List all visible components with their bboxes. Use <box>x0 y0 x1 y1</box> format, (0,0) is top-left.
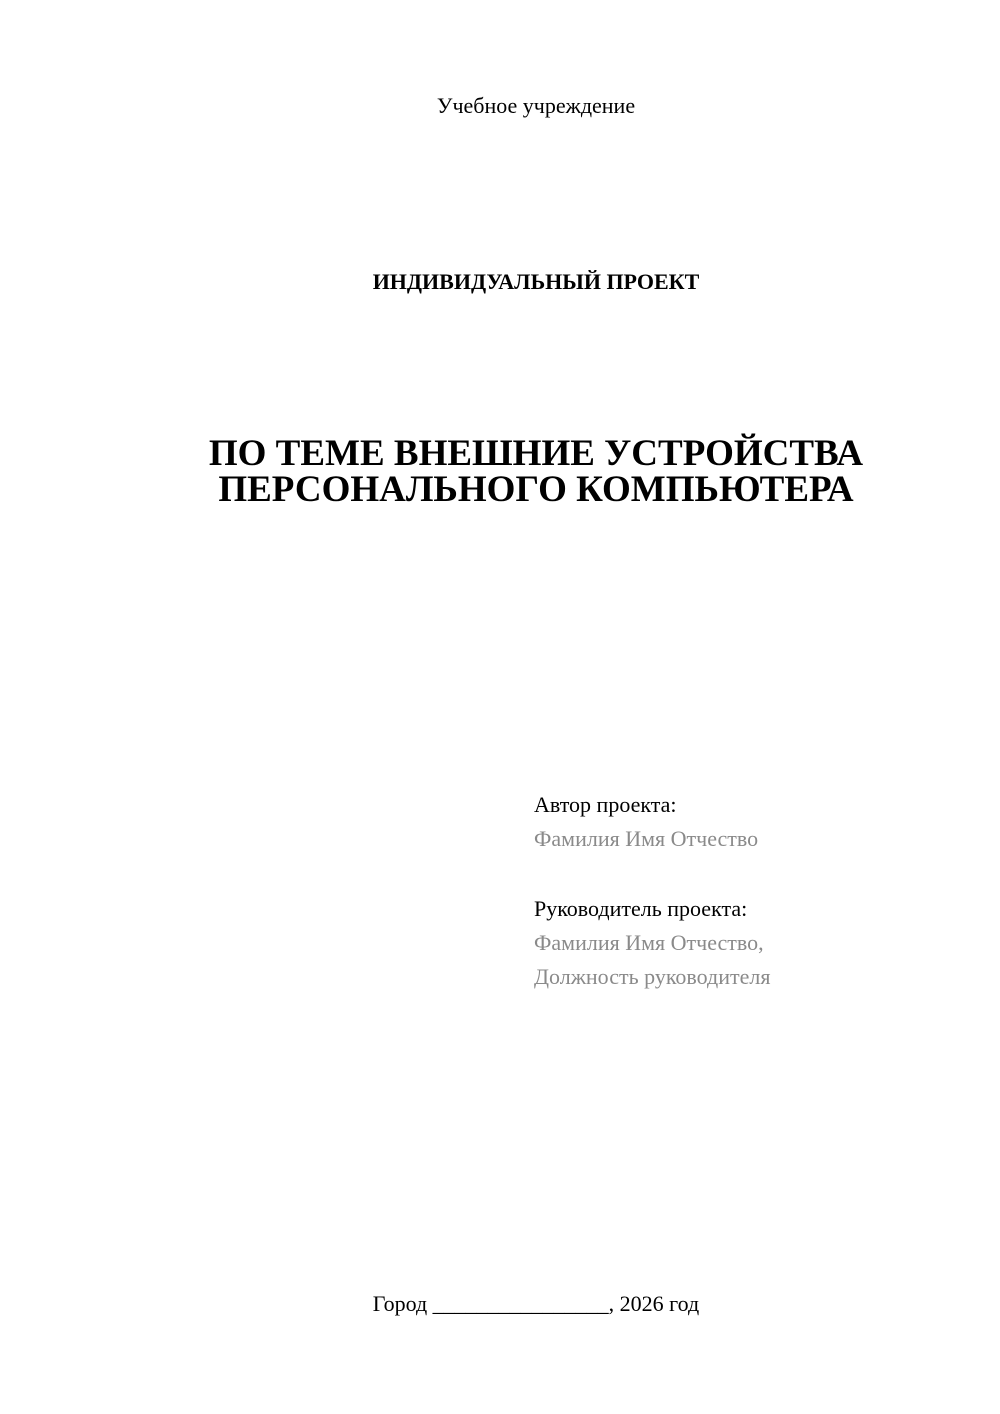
supervisor-position-placeholder: Должность руководителя <box>534 964 771 989</box>
institution-name: Учебное учреждение <box>436 93 636 118</box>
project-title-line-2: ПЕРСОНАЛЬНОГО КОМПЬЮТЕРА <box>218 469 854 510</box>
project-title <box>0 433 1000 510</box>
project-title-line-1: ПО ТЕМЕ ВНЕШНИЕ УСТРОЙСТВА <box>208 433 864 474</box>
city-year-footer: Город ________________, 2026 год <box>372 1291 700 1316</box>
author-label: Автор проекта: <box>534 792 677 817</box>
author-supervisor-spacer <box>534 856 964 892</box>
project-type-heading: ИНДИВИДУАЛЬНЫЙ ПРОЕКТ <box>372 269 700 294</box>
supervisor-name-placeholder: Фамилия Имя Отчество, <box>534 930 764 955</box>
supervisor-label: Руководитель проекта: <box>534 896 748 921</box>
author-block <box>534 788 964 994</box>
author-name-placeholder: Фамилия Имя Отчество <box>534 826 759 851</box>
